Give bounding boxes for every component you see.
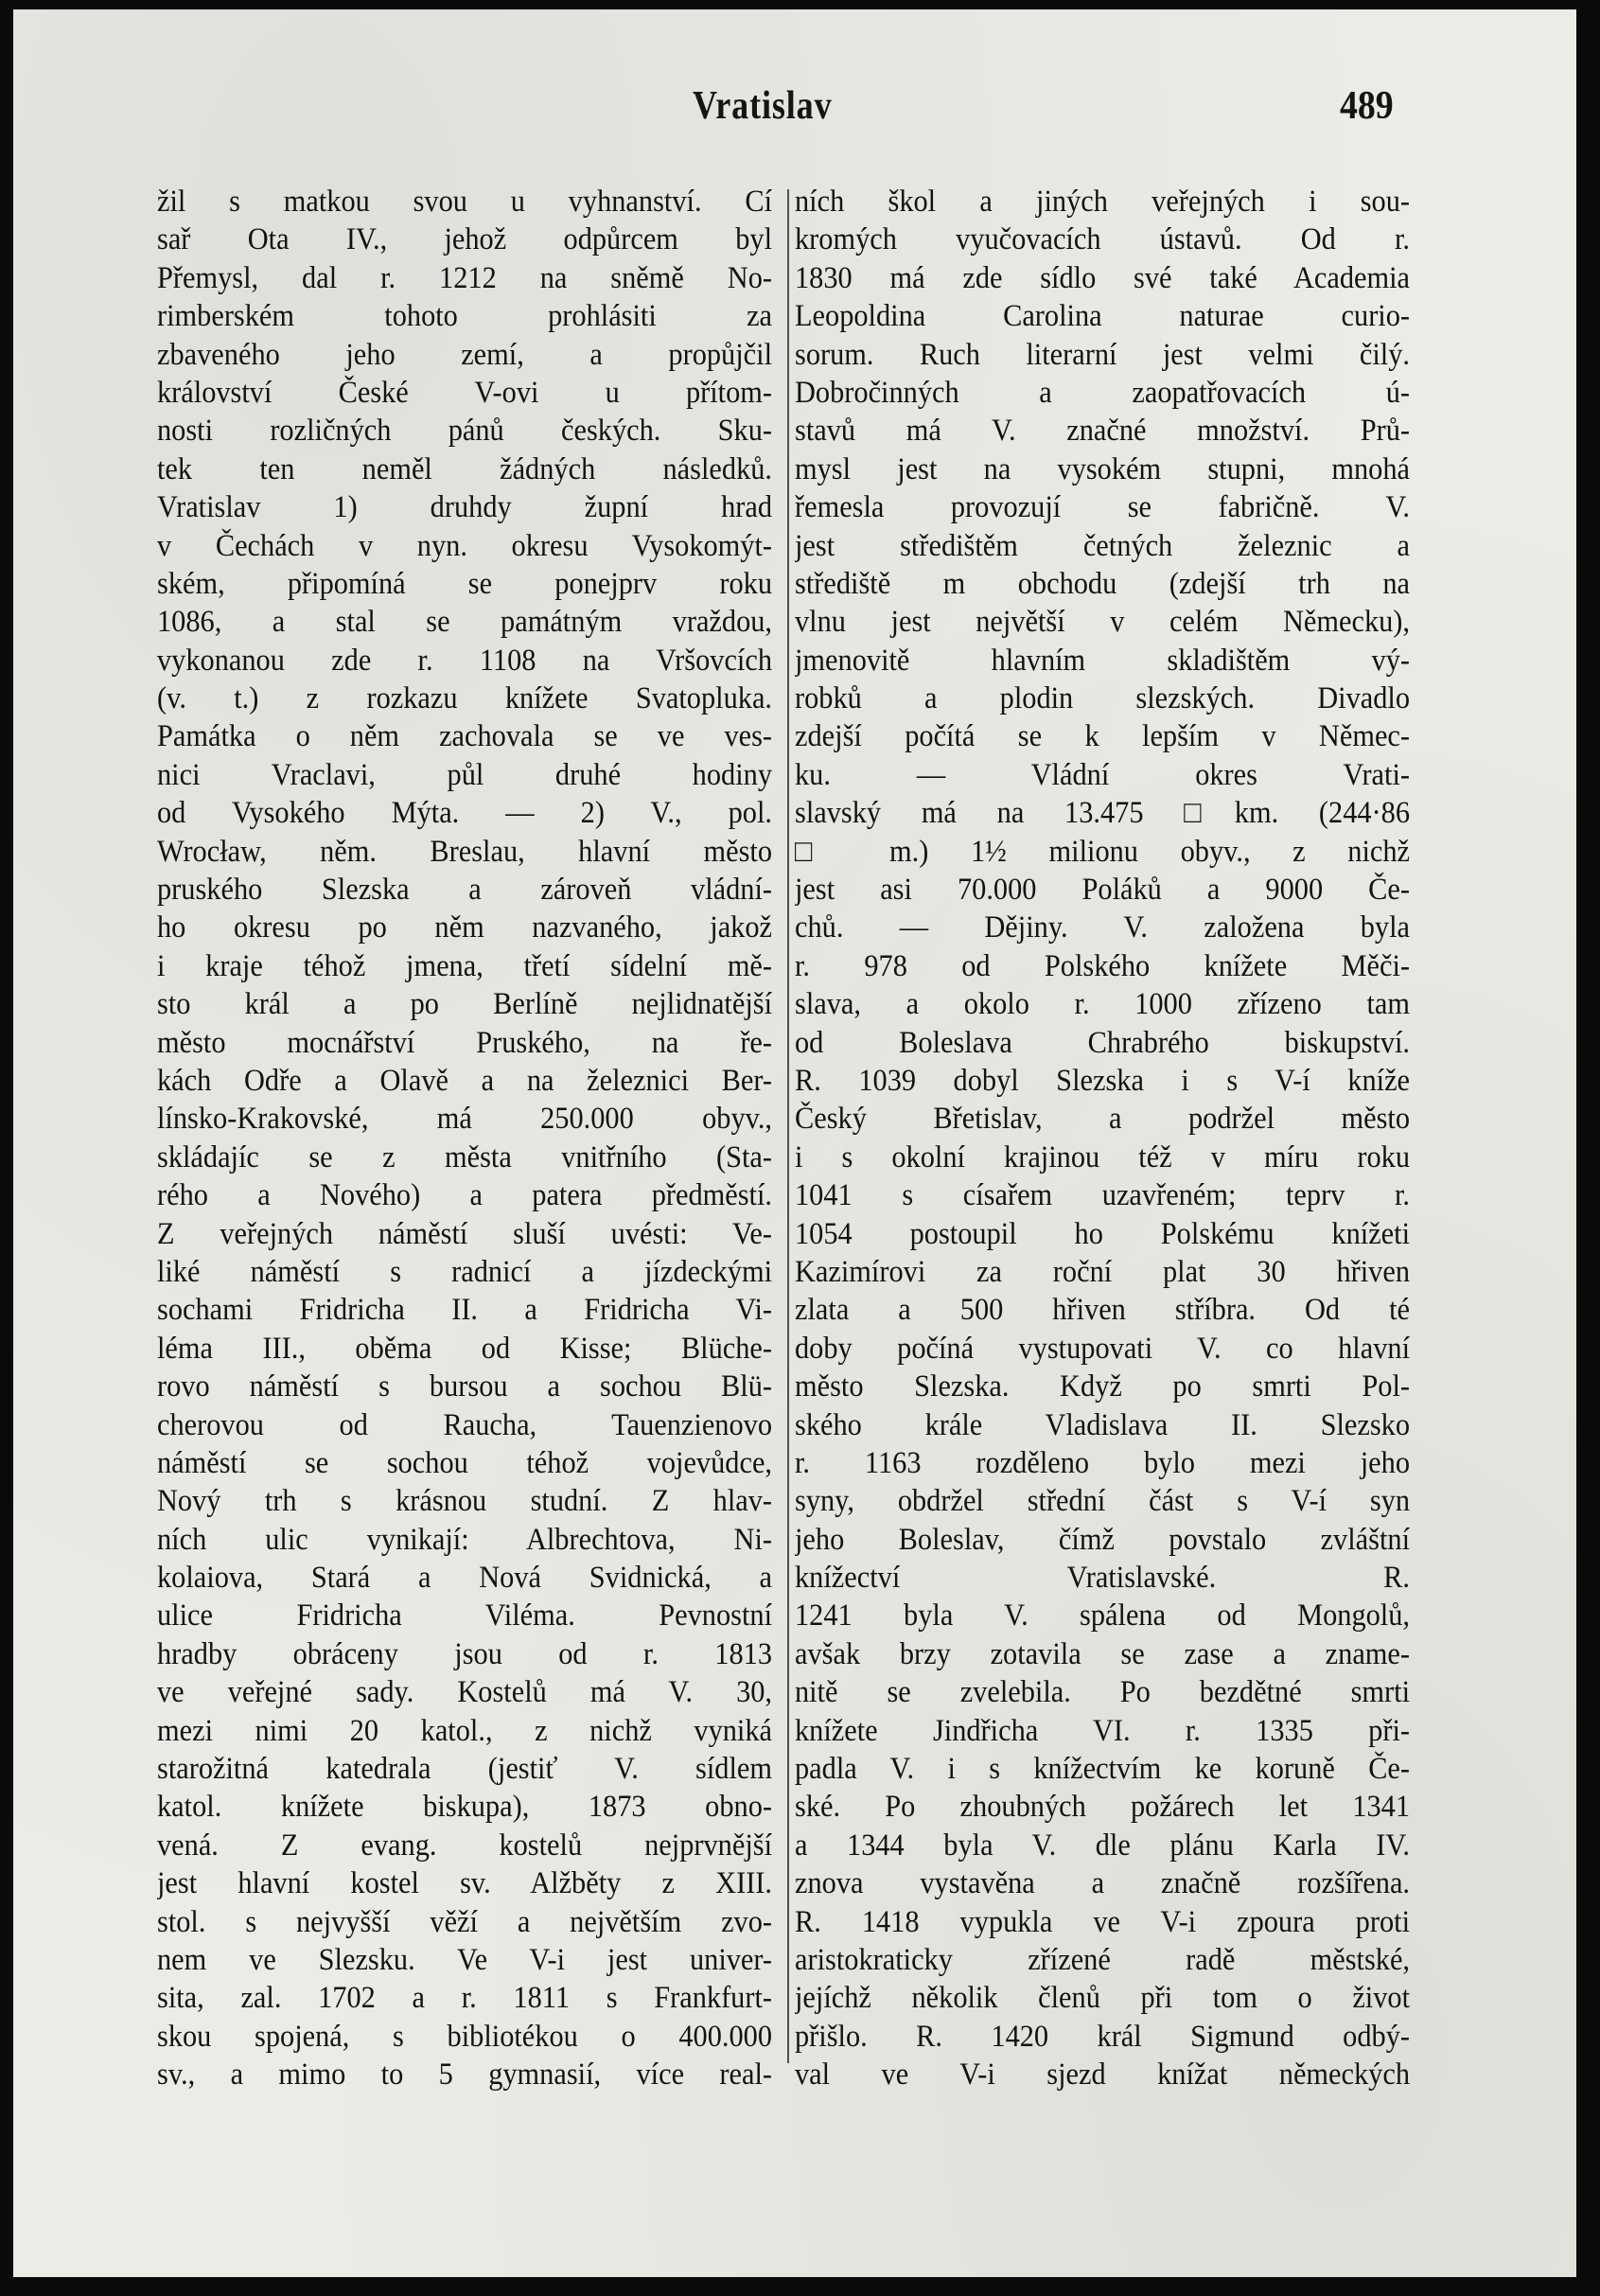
text-line: hradby obráceny jsou od r. 1813 — [157, 1636, 773, 1671]
text-line: ského krále Vladislava II. Slezsko — [795, 1407, 1411, 1442]
text-line: ku. — Vládní okres Vrati- — [795, 757, 1411, 792]
text-line: nem ve Slezsku. Ve V-i jest univer- — [157, 1942, 773, 1977]
text-line: r. 978 od Polského knížete Měči- — [795, 948, 1411, 983]
text-line: kromých vyučovacích ústavů. Od r. — [795, 222, 1411, 257]
text-line: slavský má na 13.475 □km. (244·86 — [795, 796, 1411, 831]
text-line: náměstí se sochou téhož vojevůdce, — [157, 1445, 773, 1480]
text-line: val ve V-i sjezd knížat německých — [795, 2058, 1411, 2093]
text-line: v Čechách v nyn. okresu Vysokomýt- — [157, 528, 773, 563]
text-line: 1054 postoupil ho Polskému knížeti — [795, 1216, 1411, 1251]
text-line: R. 1418 vypukla ve V-i zpoura proti — [795, 1904, 1411, 1939]
text-line: skou spojená, s bibliotékou o 400.000 — [157, 2019, 773, 2054]
text-line: nosti rozličných pánů českých. Sku- — [157, 414, 773, 449]
text-line: tek ten neměl žádných následků. — [157, 451, 773, 486]
text-line: a 1344 byla V. dle plánu Karla IV. — [795, 1828, 1411, 1863]
text-line: jest středištěm četných železnic a — [795, 528, 1411, 563]
text-line: (v. t.) z rozkazu knížete Svatopluka. — [157, 681, 773, 716]
text-line: vlnu jest největší v celém Německu), — [795, 605, 1411, 640]
text-line: stavů má V. značné množství. Prů- — [795, 414, 1411, 449]
page-number: 489 — [1340, 84, 1394, 128]
text-line: aristokraticky zřízené radě městské, — [795, 1942, 1411, 1977]
text-line: ském, připomíná se ponejprv roku — [157, 566, 773, 601]
text-line: Leopoldina Carolina naturae curio- — [795, 299, 1411, 334]
text-line: i s okolní krajinou též v míru roku — [795, 1139, 1411, 1174]
text-line: střediště m obchodu (zdejší trh na — [795, 566, 1411, 601]
text-line: mysl jest na vysokém stupni, mnohá — [795, 451, 1411, 486]
text-line: sochami Fridricha II. a Fridricha Vi- — [157, 1293, 773, 1328]
right-column — [795, 183, 1410, 2094]
book-page — [13, 9, 1576, 2277]
text-line: mezi nimi 20 katol., z nichž vyniká — [157, 1713, 773, 1748]
text-line: Přemysl, dal r. 1212 na sněmě No- — [157, 260, 773, 295]
text-line: kách Odře a Olavě a na železnici Ber- — [157, 1063, 773, 1098]
text-line: slava, a okolo r. 1000 zřízeno tam — [795, 987, 1411, 1022]
text-line: starožitná katedrala (jestiť V. sídlem — [157, 1752, 773, 1787]
text-line: syny, obdržel střední část s V-í syn — [795, 1484, 1411, 1519]
text-line: ulice Fridricha Viléma. Pevnostní — [157, 1598, 773, 1634]
text-line: jeho Boleslav, čímž povstalo zvláštní — [795, 1522, 1411, 1557]
text-line: Kazimírovi za roční plat 30 hřiven — [795, 1254, 1411, 1289]
text-line: nitě se zvelebila. Po bezdětné smrti — [795, 1675, 1411, 1710]
text-line: nici Vraclavi, půl druhé hodiny — [157, 757, 773, 792]
running-head: Vratislav — [693, 84, 833, 128]
text-line: znova vystavěna a značně rozšířena. — [795, 1866, 1411, 1901]
text-line: jejíchž několik členů při tom o život — [795, 1981, 1411, 2016]
text-line: ho okresu po něm nazvaného, jakož — [157, 910, 773, 945]
text-line: Český Břetislav, a podržel město — [795, 1102, 1411, 1137]
text-line: rimberském tohoto prohlásiti za — [157, 299, 773, 334]
text-line: žil s matkou svou u vyhnanství. Cí — [157, 185, 773, 219]
text-line: léma III., oběma od Kisse; Blüche- — [157, 1331, 773, 1366]
text-line: 1241 byla V. spálena od Mongolů, — [795, 1598, 1411, 1634]
text-line: sv., a mimo to 5 gymnasií, více real- — [157, 2058, 773, 2093]
text-line: rovo náměstí s bursou a sochou Blü- — [157, 1369, 773, 1404]
text-line: □ m.) 1½ milionu obyv., z nichž — [795, 834, 1411, 869]
text-line: rého a Nového) a patera předměstí. — [157, 1178, 773, 1213]
text-line: sař Ota IV., jehož odpůrcem byl — [157, 222, 773, 257]
text-line: cherovou od Raucha, Tauenzienovo — [157, 1407, 773, 1442]
text-line: Dobročinných a zaopatřovacích ú- — [795, 375, 1411, 410]
text-line: skládajíc se z města vnitřního (Sta- — [157, 1139, 773, 1174]
text-line: ních ulic vynikají: Albrechtova, Ni- — [157, 1522, 773, 1557]
text-line: 1830 má zde sídlo své také Academia — [795, 260, 1411, 295]
text-line: 1086, a stal se památným vraždou, — [157, 605, 773, 640]
text-line: pruského Slezska a zároveň vládní- — [157, 873, 773, 908]
page-header — [13, 83, 1576, 150]
text-line: ních škol a jiných veřejných i sou- — [795, 185, 1411, 219]
text-line: jest asi 70.000 Poláků a 9000 Če- — [795, 873, 1411, 908]
text-line: robků a plodin slezských. Divadlo — [795, 681, 1411, 716]
text-line: sita, zal. 1702 a r. 1811 s Frankfurt- — [157, 1981, 773, 2016]
text-line: stol. s nejvyšší věží a největším zvo- — [157, 1904, 773, 1939]
text-line: chů. — Dějiny. V. založena byla — [795, 910, 1411, 945]
text-line: i kraje téhož jmena, třetí sídelní mě- — [157, 948, 773, 983]
text-line: padla V. i s knížectvím ke koruně Če- — [795, 1752, 1411, 1787]
text-line: od Boleslava Chrabrého biskupství. — [795, 1025, 1411, 1060]
text-line: r. 1163 rozděleno bylo mezi jeho — [795, 1445, 1411, 1480]
text-line: zdejší počítá se k lepším v Němec- — [795, 719, 1411, 754]
text-line: línsko-Krakovské, má 250.000 obyv., — [157, 1102, 773, 1137]
text-line: zbaveného jeho zemí, a propůjčil — [157, 337, 773, 372]
text-line: Památka o něm zachovala se ve ves- — [157, 719, 773, 754]
text-line: zlata a 500 hřiven stříbra. Od té — [795, 1293, 1411, 1328]
text-line: město mocnářství Pruského, na ře- — [157, 1025, 773, 1060]
left-column — [157, 183, 772, 2094]
column-divider — [787, 189, 789, 2063]
text-line: Vratislav 1) druhdy župní hrad — [157, 490, 773, 525]
text-line: město Slezska. Když po smrti Pol- — [795, 1369, 1411, 1404]
text-line: sorum. Ruch literarní jest velmi čilý. — [795, 337, 1411, 372]
text-line: vykonanou zde r. 1108 na Vršovcích — [157, 643, 773, 678]
text-line: ve veřejné sady. Kostelů má V. 30, — [157, 1675, 773, 1710]
text-line: vená. Z evang. kostelů nejprvnější — [157, 1828, 773, 1863]
text-line: království České V-ovi u přítom- — [157, 375, 773, 410]
text-line: Z veřejných náměstí sluší uvésti: Ve- — [157, 1216, 773, 1251]
text-line: katol. knížete biskupa), 1873 obno- — [157, 1790, 773, 1825]
text-line: sto král a po Berlíně nejlidnatější — [157, 987, 773, 1022]
text-line: ské. Po zhoubných požárech let 1341 — [795, 1790, 1411, 1825]
text-line: jmenovitě hlavním skladištěm vý- — [795, 643, 1411, 678]
text-line: knížectví Vratislavské. R. — [795, 1561, 1411, 1596]
text-line: knížete Jindřicha VI. r. 1335 při- — [795, 1713, 1411, 1748]
text-line: Nový trh s krásnou studní. Z hlav- — [157, 1484, 773, 1519]
text-line: jest hlavní kostel sv. Alžběty z XIII. — [157, 1866, 773, 1901]
text-line: avšak brzy zotavila se zase a zname- — [795, 1636, 1411, 1671]
text-line: Wrocław, něm. Breslau, hlavní město — [157, 834, 773, 869]
text-line: 1041 s císařem uzavřeném; teprv r. — [795, 1178, 1411, 1213]
text-line: doby počíná vystupovati V. co hlavní — [795, 1331, 1411, 1366]
text-line: liké náměstí s radnicí a jízdeckými — [157, 1254, 773, 1289]
text-line: kolaiova, Stará a Nová Svidnická, a — [157, 1561, 773, 1596]
text-line: přišlo. R. 1420 král Sigmund odbý- — [795, 2019, 1411, 2054]
text-line: řemesla provozují se fabričně. V. — [795, 490, 1411, 525]
text-line: R. 1039 dobyl Slezska i s V-í kníže — [795, 1063, 1411, 1098]
text-line: od Vysokého Mýta. — 2) V., pol. — [157, 796, 773, 831]
